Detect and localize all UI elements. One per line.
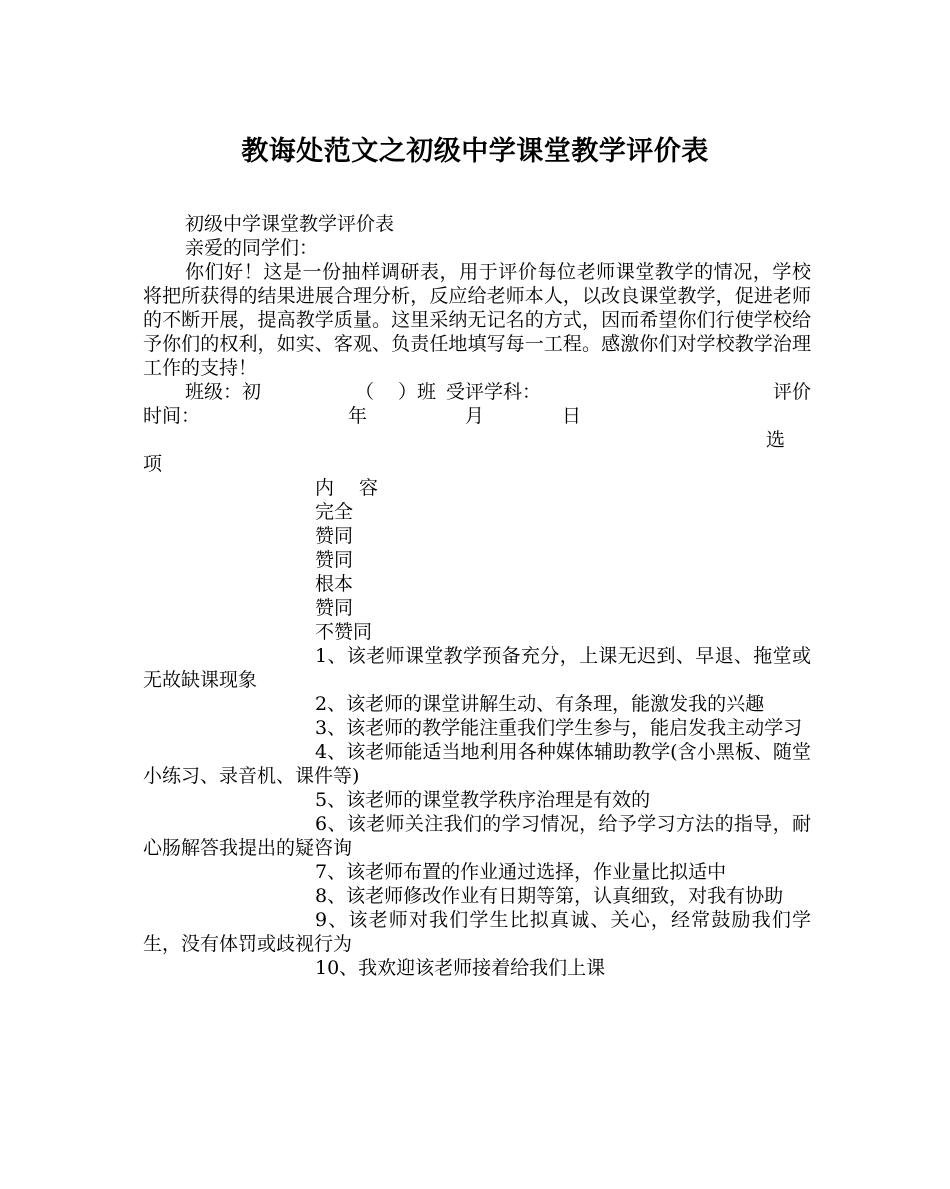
year-label: 年 bbox=[348, 405, 368, 427]
evaluation-item-5: 5、该老师的课堂教学秩序治理是有效的 bbox=[315, 789, 651, 811]
document-body bbox=[143, 212, 811, 980]
form-subtitle: 初级中学课堂教学评价表 bbox=[185, 213, 395, 235]
options-header-part2: 项 bbox=[143, 453, 163, 475]
class-paren-open: （ bbox=[355, 381, 375, 403]
evaluation-item-9: 9、该老师对我们学生比拟真诚、关心，经常鼓励我们学生，没有体罚或歧视行为 bbox=[143, 909, 811, 955]
evaluation-item-1: 1、该老师课堂教学预备充分，上课无迟到、早退、拖堂或无故缺课现象 bbox=[143, 645, 811, 691]
class-paren-close: ）班 bbox=[398, 381, 437, 403]
choice-fully-agree-1: 完全 bbox=[315, 501, 354, 523]
evaluation-item-8: 8、该老师修改作业有日期等第，认真细致，对我有协助 bbox=[315, 885, 784, 907]
subject-label: 受评学科： bbox=[446, 381, 542, 403]
month-label: 月 bbox=[465, 405, 485, 427]
eval-label-part2: 时间： bbox=[143, 405, 201, 427]
options-header-part1: 选 bbox=[765, 429, 785, 451]
form-time-line bbox=[143, 404, 811, 428]
class-label: 班级：初 bbox=[185, 381, 262, 403]
content-header: 内 容 bbox=[315, 477, 379, 499]
intro-paragraph: 你们好！这是一份抽样调研表，用于评价每位老师课堂教学的情况，学校将把所获得的结果进展合理分析，反应给老师本人，以改良课堂教学，促进老师的不断开展，提高教学质量。这里采纳无记名的方式，因而希望你们行使学校给予你们的权利，如实、客观、负责任地填写每一工程。感激你们对学校教学治理工作的支持！ bbox=[143, 261, 811, 379]
greeting: 亲爱的同学们： bbox=[185, 237, 319, 259]
choice-basically-agree-1: 根本 bbox=[315, 573, 354, 595]
evaluation-item-4: 4、该老师能适当地利用各种媒体辅助教学(含小黑板、随堂小练习、录音机、课件等) bbox=[143, 741, 811, 787]
form-class-line bbox=[143, 380, 811, 404]
evaluation-item-7: 7、该老师布置的作业通过选择，作业量比拟适中 bbox=[315, 861, 727, 883]
choice-basically-agree-2: 赞同 bbox=[315, 597, 354, 619]
evaluation-item-3: 3、该老师的教学能注重我们学生参与，能启发我主动学习 bbox=[315, 717, 803, 739]
day-label: 日 bbox=[562, 405, 582, 427]
evaluation-item-6: 6、该老师关注我们的学习情况，给予学习方法的指导，耐心肠解答我提出的疑咨询 bbox=[143, 813, 811, 859]
document-title: 教诲处范文之初级中学课堂教学评价表 bbox=[241, 136, 709, 167]
choice-disagree: 不赞同 bbox=[315, 621, 373, 643]
evaluation-item-10: 10、我欢迎该老师接着给我们上课 bbox=[315, 957, 606, 979]
evaluation-item-2: 2、该老师的课堂讲解生动、有条理，能激发我的兴趣 bbox=[315, 693, 765, 715]
choice-fully-agree-2: 赞同 bbox=[315, 525, 354, 547]
eval-label-part1: 评价 bbox=[772, 381, 811, 403]
choice-agree: 赞同 bbox=[315, 549, 354, 571]
